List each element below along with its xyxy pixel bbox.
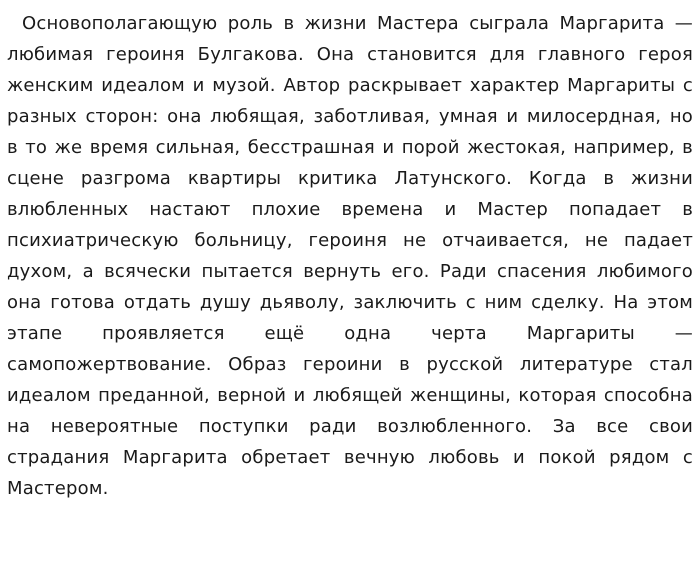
essay-paragraph: Основополагающую роль в жизни Мастера сыграла Маргарита — любимая героиня Булгакова. Она становится для главного героя женским идеалом и музой. Автор раскрывает характер Маргариты с разных сторон: она любящая, заботливая, умная и милосердная, но в то же время сильная, бесстрашная и порой жестокая, например, в сцене разгрома квартиры критика Латунского. Когда в жизни влюбленных настают плохие времена и Мастер попадает в психиатрическую больницу, героиня не отчаивается, не падает духом, а всячески пытается вернуть его. Ради спасения любимого она готова отдать душу дьяволу, заключить с ним сделку. На этом этапе проявляется ещё одна черта Маргариты — самопожертвование. Образ героини в русской литературе стал идеалом преданной, верной и любящей женщины, которая способна на невероятные поступки ради возлюбленного. За все свои страдания Маргарита обретает вечную любовь и покой рядом с Мастером. <box>7 13 693 499</box>
